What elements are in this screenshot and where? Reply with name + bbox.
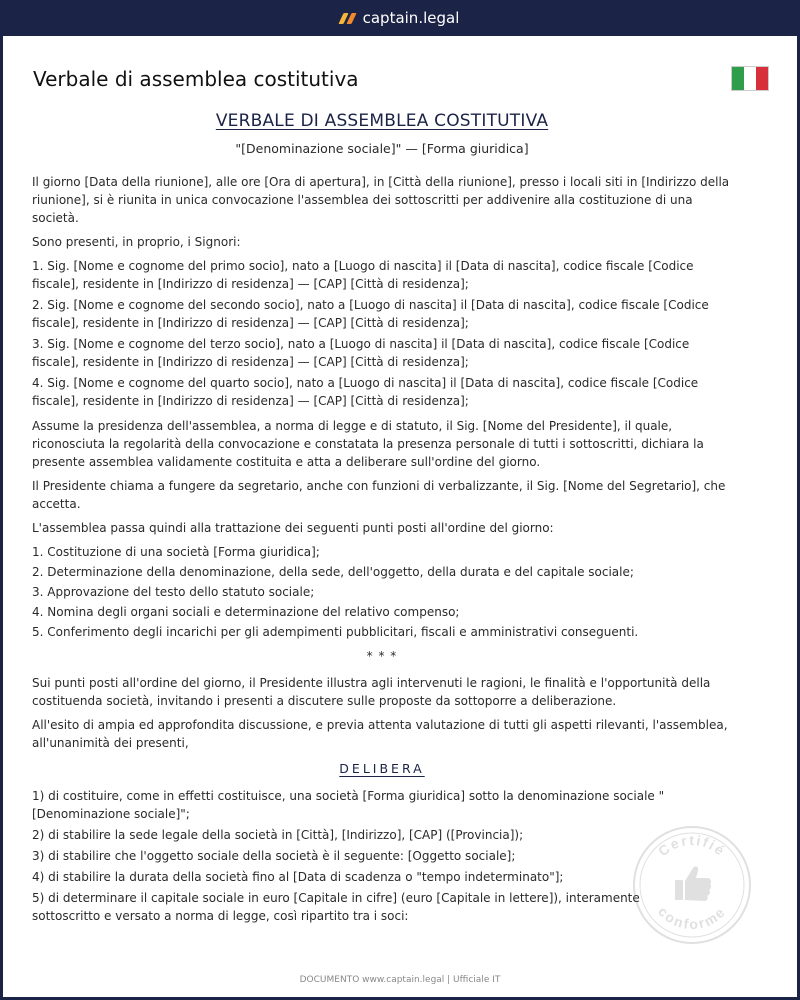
discussion-paragraph: Sui punti posti all'ordine del giorno, il Presidente illustra agli intervenuti le ragioni, le finalità e l'opportunità della costituenda società, invitando i presenti a discutere sulle proposte da sottoporre a deliberazione. [32,676,711,708]
resolution-item: 3) di stabilire che l'oggetto sociale della società è il seguente: [Oggetto sociale]; [32,849,516,863]
certified-stamp-icon [631,824,753,946]
top-bar [0,0,800,36]
document-header [33,66,769,91]
resolution-item: 2) di stabilire la sede legale della società in [Città], [Indirizzo], [CAP] ([Provincia]); [32,828,524,842]
presidency-paragraph: Assume la presidenza dell'assemblea, a norma di legge e di statuto, il Sig. [Nome del Presidente], il quale, riconosciuta la regolarità della convocazione e constatata la presenza personale di tutti i sottoscritti, dichiara la presente assemblea validamente costituita e atta a deliberare sull'ordine del giorno. [32,419,704,469]
discussion-paragraph: All'esito di ampia ed approfondita discussione, e previa attenta valutazione di tutti gli aspetti rilevanti, l'assemblea, all'unanimità dei presenti, [32,718,728,750]
secretary-paragraph: Il Presidente chiama a fungere da segretario, anche con funzioni di verbalizzante, il Sig. [Nome del Segretario], che accetta. [32,479,726,511]
document-sheet [3,36,797,997]
agenda-item: 1. Costituzione di una società [Forma giuridica]; [32,545,320,559]
italy-flag-icon[interactable] [731,66,769,91]
member-item: 1. Sig. [Nome e cognome del primo socio], nato a [Luogo di nascita] il [Data di nascita], codice fiscale [Codice fiscale], residente in [Indirizzo di residenza] — [CAP] [Città di residenza]; [32,259,694,291]
agenda-item: 5. Conferimento degli incarichi per gli adempimenti pubblicitari, fiscali e amministrativi conseguenti. [32,625,639,639]
intro-paragraph: Il giorno [Data della riunione], alle ore [Ora di apertura], in [Città della riunione], presso i locali siti in [Indirizzo della riunione], si è riunita in unica convocazione l'assemblea dei sottoscritti per addivenire alla costituzione di una società. [32,175,730,225]
present-label: Sono presenti, in proprio, i Signori: [32,235,241,249]
document-title: VERBALE DI ASSEMBLEA COSTITUTIVA [215,111,549,131]
member-item: 3. Sig. [Nome e cognome del terzo socio], nato a [Luogo di nascita] il [Data di nascita], codice fiscale [Codice fiscale], residente in [Indirizzo di residenza] — [CAP] [Città di residenza]; [32,337,690,369]
agenda-item: 3. Approvazione del testo dello statuto sociale; [32,585,315,599]
document-body [32,112,732,928]
document-subtitle: "[Denominazione sociale]" — [Forma giuridica] [235,141,529,156]
page-footer: DOCUMENTO www.captain.legal | Ufficiale IT [299,975,501,985]
brand-name[interactable]: captain.legal [362,9,460,27]
delibera-heading: DELIBERA [339,761,425,776]
resolution-item: 1) di costituire, come in effetti costituisce, una società [Forma giuridica] sotto la denominazione sociale "[Denominazione sociale]"; [32,789,665,821]
resolution-item: 5) di determinare il capitale sociale in euro [Capitale in cifre] (euro [Capitale in lettere]), interamente sottoscritto e versato a norma di legge, così ripartito tra i soci: [32,891,640,923]
agenda-item: 4. Nomina degli organi sociali e determinazione del relativo compenso; [32,605,460,619]
resolution-item: 4) di stabilire la durata della società fino al [Data di scadenza o "tempo indeterminato"]; [32,870,564,884]
logo-icon [338,13,356,24]
svg-text:conforme: conforme [654,903,730,933]
agenda-item: 2. Determinazione della denominazione, della sede, dell'oggetto, della durata e del capitale sociale; [32,565,634,579]
member-item: 2. Sig. [Nome e cognome del secondo socio], nato a [Luogo di nascita] il [Data di nascita], codice fiscale [Codice fiscale], residente in [Indirizzo di residenza] — [CAP] [Città di residenza]; [32,298,709,330]
page-title: Verbale di assemblea costitutiva [33,66,359,91]
section-separator: * * * [366,649,398,663]
svg-text:Certifié: Certifié [654,831,730,860]
member-item: 4. Sig. [Nome e cognome del quarto socio], nato a [Luogo di nascita] il [Data di nascita], codice fiscale [Codice fiscale], residente in [Indirizzo di residenza] — [CAP] [Città di residenza]; [32,376,699,408]
agenda-intro: L'assemblea passa quindi alla trattazione dei seguenti punti posti all'ordine del giorno: [32,521,554,535]
